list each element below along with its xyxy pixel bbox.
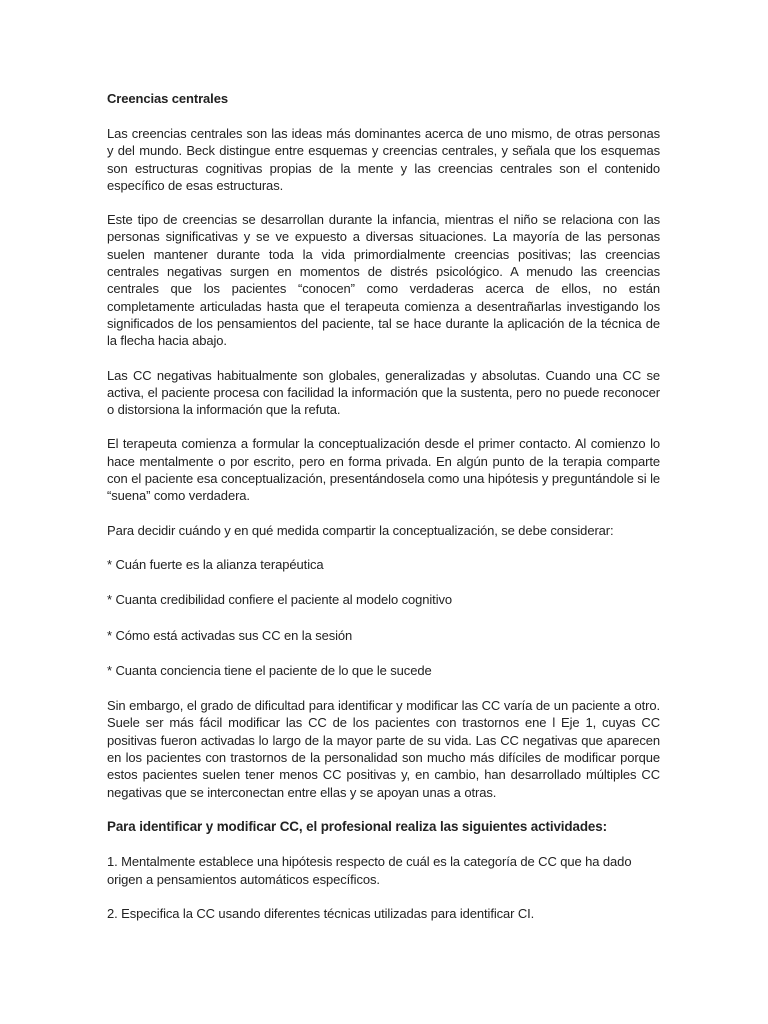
list-item-step: 2. Especifica la CC usando diferentes técnicas utilizadas para identificar CI.	[107, 905, 535, 921]
document-title: Creencias centrales	[107, 91, 228, 106]
list-item-bullet: * Cómo está activadas sus CC en la sesión	[107, 627, 353, 643]
paragraph-negative-cc: Las CC negativas habitualmente son globales, generalizadas y absolutas. Cuando una CC se activa, el paciente procesa con facilidad la información que la sustenta, pero no puede reconocer o distorsiona la información que la refuta.	[107, 367, 660, 418]
section-subheading: Para identificar y modificar CC, el profesional realiza las siguientes actividades:	[107, 818, 607, 834]
paragraph-considerations-intro: Para decidir cuándo y en qué medida compartir la conceptualización, se debe considerar:	[107, 522, 614, 538]
list-item-bullet: * Cuanta credibilidad confiere el paciente al modelo cognitivo	[107, 592, 453, 608]
list-item-step: 1. Mentalmente establece una hipótesis respecto de cuál es la categoría de CC que ha dado origen a pensamientos automáticos específicos.	[107, 854, 632, 887]
paragraph-conceptualization: El terapeuta comienza a formular la conceptualización desde el primer contacto. Al comienzo lo hace mentalmente o por escrito, pero en forma privada. En algún punto de la terapia comparte con el paciente esa conceptualización, presentándosela como una hipótesis y preguntándole si le “suena” como verdadera.	[107, 436, 660, 504]
list-item-bullet: * Cuán fuerte es la alianza terapéutica	[107, 556, 324, 572]
paragraph-development: Este tipo de creencias se desarrollan durante la infancia, mientras el niño se relaciona con las personas significativas y se ve expuesto a diversas situaciones. La mayoría de las personas suelen mantener durante toda la vida primordialmente creencias positivas; las creencias centrales negativas surgen en momentos de distrés psicológico. A menudo las creencias centrales que los pacientes “conocen” como verdaderas acerca de ellos, no están completamente articuladas hasta que el terapeuta comienza a desentrañarlas investigando los significados de los pensamientos del paciente, tal se hace durante la aplicación de la técnica de la flecha hacia abajo.	[107, 212, 660, 349]
paragraph-definition: Las creencias centrales son las ideas más dominantes acerca de uno mismo, de otras personas y del mundo. Beck distingue entre esquemas y creencias centrales, y señala que los esquemas son estructuras cognitivas propias de la mente y las creencias centrales son el contenido específico de esas estructuras.	[107, 126, 660, 193]
list-item-bullet: * Cuanta conciencia tiene el paciente de lo que le sucede	[107, 662, 432, 678]
paragraph-difficulty: Sin embargo, el grado de dificultad para identificar y modificar las CC varía de un paciente a otro. Suele ser más fácil modificar las CC de los pacientes con trastornos ene l Eje 1, cuyas CC positivas fueron activadas lo largo de la mayor parte de su vida. Las CC negativas que aparecen en los pacientes con trastornos de la personalidad son mucho más difíciles de modificar porque estos pacientes suelen tener menos CC positivas y, en cambio, han desarrollado múltiples CC negativas que se interconectan entre ellas y se apoyan unas a otras.	[107, 698, 660, 800]
